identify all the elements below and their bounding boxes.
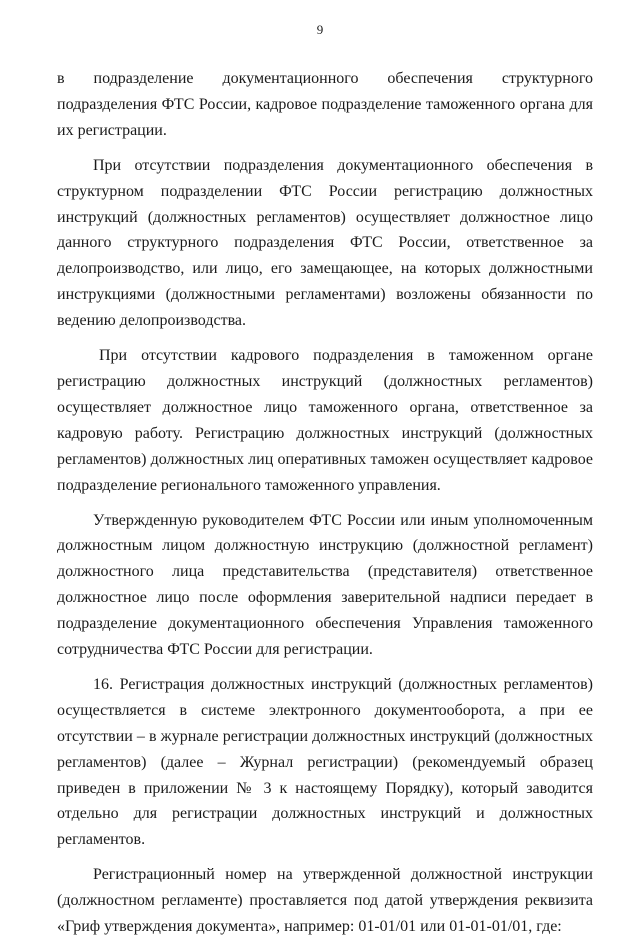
paragraph-item-16: 16. Регистрация должностных инструкций (должностных регламентов) осуществляется в системе электронного документооборота, а при ее отсутствии – в журнале регистрации должностных инструкций (должностных регламентов) (далее – Журнал регистрации) (рекомендуемый образец приведен в приложении № 3 к настоящему Порядку), который заводится отдельно для регистрации должностных инструкций и должностных регламентов. [57,675,593,849]
paragraph-approved-instruction: Утвержденную руководителем ФТС России или иным уполномоченным должностным лицом должностную инструкцию (должностной регламент) должностного лица представительства (представителя) ответственное должностное лицо после оформления заверительной надписи передает в подразделение документационного обеспечения Управления таможенного сотрудничества ФТС России для регистрации. [57,511,593,659]
page-number: 9 [316,22,324,37]
document-body [57,66,593,940]
paragraph-registration-number: Регистрационный номер на утвержденной должностной инструкции (должностном регламенте) проставляется под датой утверждения реквизита «Гриф утверждения документа», например: 01-01/01 или 01-01-01/01, где: [57,866,593,936]
paragraph-no-hr-division: При отсутствии кадрового подразделения в таможенном органе регистрацию должностных инструкций (должностных регламентов) осуществляет должностное лицо таможенного органа, ответственное за кадровую работу. Регистрацию должностных инструкций (должностных регламентов) должностных лиц оперативных таможен осуществляет кадровое подразделение регионального таможенного управления. [57,347,593,494]
paragraph-no-docs-division: При отсутствии подразделения документационного обеспечения в структурном подразделении ФТС России регистрацию должностных инструкций (должностных регламентов) осуществляет должностное лицо данного структурного подразделения ФТС России, ответственное за делопроизводство, или лицо, его замещающее, на которых должностными инструкциями (должностными регламентами) возложены обязанности по ведению делопроизводства. [57,156,593,330]
paragraph-continuation: в подразделение документационного обеспечения структурного подразделения ФТС России, кадровое подразделение таможенного органа для их регистрации. [57,70,593,139]
